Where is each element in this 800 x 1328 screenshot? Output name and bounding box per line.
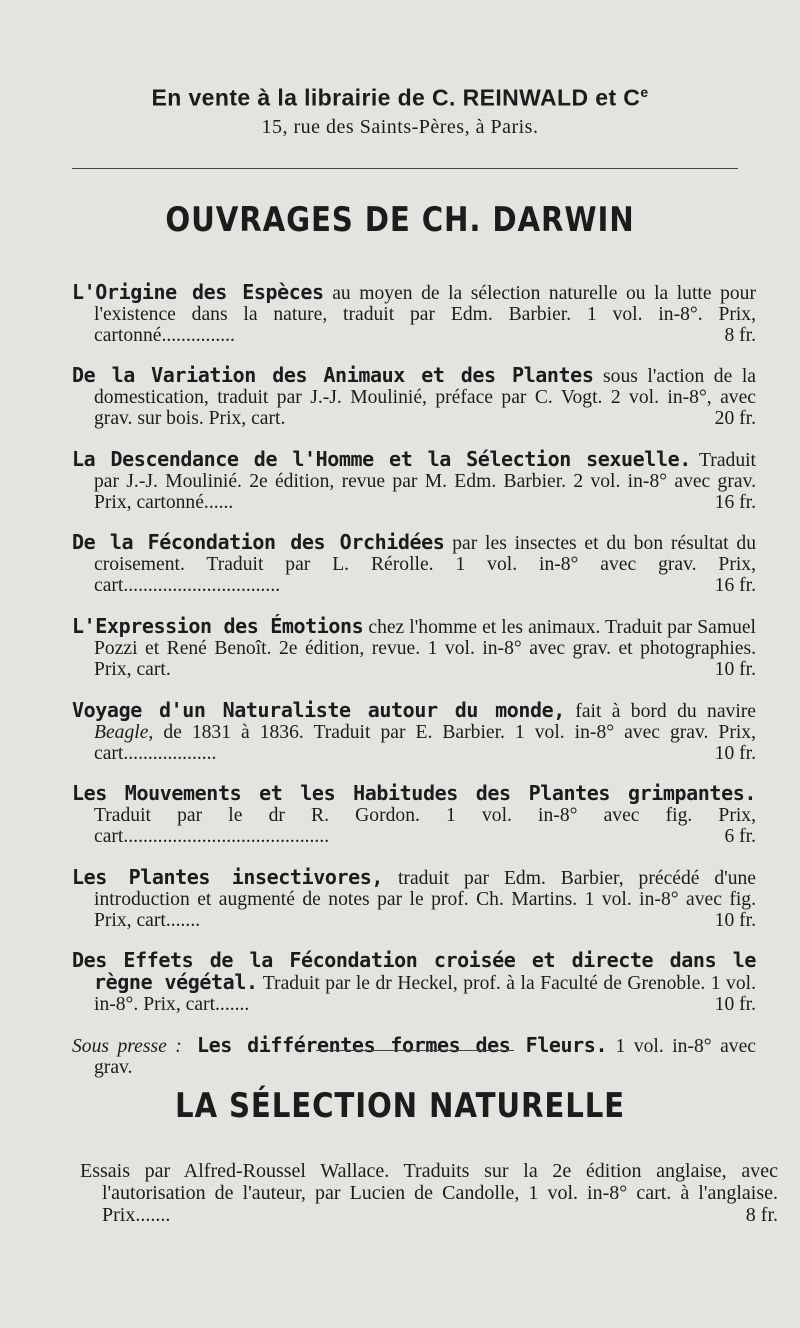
publisher-address: 15, rue des Saints-Pères, à Paris. [261,115,539,138]
book-entry: L'Origine des Espèces au moyen de la sélection naturelle ou la lutte pour l'existence dans la nature, traduit par Edm. Barbier. 1 vol. in-8°. Prix, cartonné............... 8 fr. [72,279,756,346]
book-entry: La Descendance de l'Homme et la Sélection sexuelle. Traduit par J.-J. Moulinié. 2e édition, revue par M. Edm. Barbier. 2 vol. in-8° avec grav. Prix, cartonné...... 16 fr. [72,446,756,513]
price: 20 fr. [714,408,756,430]
forthcoming-entry: Sous presse : Les différentes formes des Fleurs. 1 vol. in-8° avec grav. [72,1032,756,1078]
publisher-name: En vente à la librairie de C. REINWALD et Ce [151,84,649,111]
price: 16 fr. [714,491,756,513]
section-divider [316,1050,514,1051]
price: 10 fr. [714,909,756,931]
section-heading-selection: LA SÉLECTION NATURELLE [174,1086,626,1126]
book-entry: Des Effets de la Fécondation croisée et directe dans le règne végétal. Traduit par le dr Heckel, prof. à la Faculté de Grenoble. 1 vol. in-8°. Prix, cart....... 10 fr. [72,948,756,1016]
price: 8 fr. [745,1204,778,1226]
book-entry: Voyage d'un Naturaliste autour du monde, fait à bord du navire Beagle, de 1831 à 1836. Traduit par E. Barbier. 1 vol. in-8° avec grav. Prix, cart................... 10 fr. [72,697,756,764]
section-heading-darwin: OUVRAGES DE CH. DARWIN [165,200,635,240]
price: 8 fr. [724,324,756,346]
book-entry: De la Variation des Animaux et des Plantes sous l'action de la domestication, traduit par J.-J. Moulinié, préface par C. Vogt. 2 vol. in-8°, avec grav. sur bois. Prix, cart. 20 fr. [72,363,756,430]
book-entry: L'Expression des Émotions chez l'homme et les animaux. Traduit par Samuel Pozzi et René Benoît. 2e édition, revue. 1 vol. in-8° avec grav. et photographies. Prix, cart. 10 fr. [72,613,757,680]
book-entry: De la Fécondation des Orchidées par les insectes et du bon résultat du croisement. Traduit par L. Rérolle. 1 vol. in-8° avec grav. Prix, cart................................ 16 fr. [72,530,756,597]
publisher-header [0,84,800,139]
book-entry: Les Mouvements et les Habitudes des Plantes grimpantes. Traduit par le dr R. Gordon. 1 vol. in-8° avec fig. Prix, cart.......................................... 6 fr. [72,781,756,848]
header-rule [72,168,738,169]
book-entry: Les Plantes insectivores, traduit par Edm. Barbier, précédé d'une introduction et augmenté de notes par le prof. Ch. Martins. 1 vol. in-8° avec fig. Prix, cart....... 10 fr. [72,864,756,931]
wallace-entry: Essais par Alfred-Roussel Wallace. Traduits sur la 2e édition anglaise, avec l'autorisation de l'auteur, par Lucien de Candolle, 1 vol. in-8° cart. à l'anglaise. Prix....... 8 fr. [80,1160,778,1226]
darwin-works-list [72,262,756,1094]
price: 16 fr. [714,575,756,597]
price: 6 fr. [724,826,756,848]
price: 10 fr. [714,994,756,1016]
price: 10 fr. [714,658,756,680]
price: 10 fr. [714,742,756,764]
